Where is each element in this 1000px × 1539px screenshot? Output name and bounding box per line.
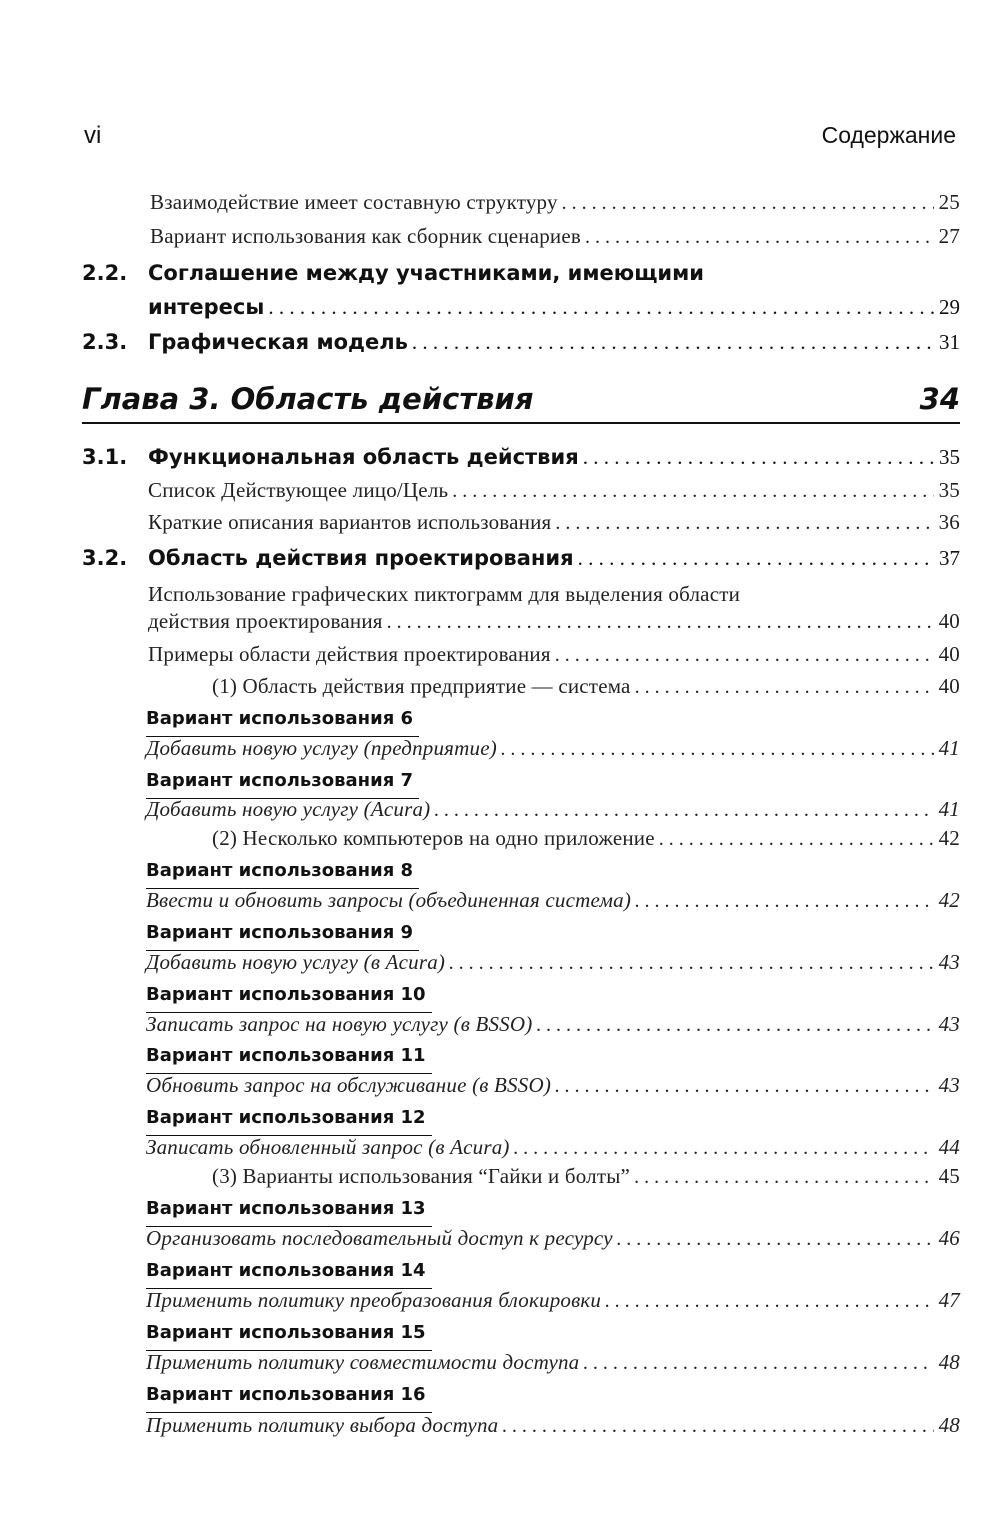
leader-dots — [555, 644, 934, 667]
section-title: Функциональная область действия — [148, 445, 579, 469]
use-case-entry[interactable] — [0, 1288, 960, 1318]
toc-section-2-2-line2[interactable] — [0, 295, 960, 325]
use-case-page: 43 — [938, 1073, 960, 1097]
use-case-label: Вариант использования 11 — [146, 1045, 432, 1074]
running-title: Содержание — [821, 122, 956, 148]
leader-dots — [387, 611, 934, 634]
use-case-entry[interactable] — [0, 1413, 960, 1443]
section-number: 2.2. — [82, 261, 128, 285]
leader-dots — [634, 1166, 934, 1189]
leader-dots — [562, 192, 934, 215]
toc-entry-title: Примеры области действия проектирования — [148, 642, 551, 666]
use-case-entry[interactable] — [0, 1012, 960, 1042]
section-page: 29 — [939, 295, 960, 319]
toc-entry-title: Взаимодействие имеет составную структуру — [150, 190, 558, 214]
use-case-label: Вариант использования 13 — [146, 1198, 432, 1227]
toc-entry-page: 40 — [938, 642, 960, 666]
leader-dots — [501, 738, 934, 761]
toc-entry-page: 40 — [938, 674, 960, 698]
leader-dots — [605, 1290, 934, 1313]
toc-entry-line1[interactable] — [0, 582, 960, 612]
use-case-entry[interactable] — [0, 950, 960, 980]
use-case-entry[interactable] — [0, 1135, 960, 1165]
leader-dots — [536, 1014, 934, 1037]
leader-dots — [555, 1075, 934, 1098]
running-head — [84, 122, 956, 152]
use-case-label: Вариант использования 6 — [146, 708, 419, 737]
toc-section-3-2[interactable] — [0, 546, 960, 576]
toc-entry[interactable] — [0, 224, 960, 254]
section-title: Графическая модель — [148, 330, 408, 354]
leader-dots — [635, 676, 934, 699]
toc-entry-page: 40 — [938, 609, 960, 633]
use-case-page: 48 — [938, 1413, 960, 1437]
toc-entry[interactable] — [0, 674, 960, 704]
toc-section-3-1[interactable] — [0, 445, 960, 475]
use-case-title: Применить политику выбора доступа — [146, 1413, 499, 1437]
toc-entry-page: 45 — [938, 1164, 960, 1188]
use-case-entry[interactable] — [0, 736, 960, 766]
section-page: 35 — [939, 445, 960, 469]
leader-dots — [659, 828, 934, 851]
chapter-heading[interactable] — [82, 382, 960, 424]
leader-dots — [434, 799, 934, 822]
chapter-title: Глава 3. Область действия — [82, 382, 534, 416]
chapter-page: 34 — [919, 382, 960, 416]
use-case-label: Вариант использования 9 — [146, 922, 419, 951]
use-case-title: Добавить новую услугу (предприятие) — [146, 736, 497, 760]
use-case-label: Вариант использования 14 — [146, 1260, 432, 1289]
toc-entry[interactable] — [0, 478, 960, 508]
use-case-label: Вариант использования 8 — [146, 860, 419, 889]
toc-entry-title: (1) Область действия предприятие — система — [212, 674, 631, 698]
use-case-entry[interactable] — [0, 797, 960, 827]
use-case-entry[interactable] — [0, 1226, 960, 1256]
use-case-label: Вариант использования 15 — [146, 1322, 432, 1351]
use-case-title: Записать запрос на новую услугу (в BSSO) — [146, 1012, 533, 1036]
use-case-title: Добавить новую услугу (Acura) — [146, 797, 431, 821]
leader-dots — [617, 1228, 934, 1251]
use-case-label: Вариант использования 10 — [146, 984, 432, 1013]
section-title: Область действия проектирования — [148, 546, 574, 570]
section-number: 3.2. — [82, 546, 128, 570]
use-case-page: 41 — [938, 797, 960, 821]
toc-section-2-3[interactable] — [0, 330, 960, 360]
toc-entry[interactable] — [0, 510, 960, 540]
toc-entry[interactable] — [0, 1164, 960, 1194]
leader-dots — [514, 1137, 934, 1160]
use-case-page: 44 — [938, 1135, 960, 1159]
use-case-title: Организовать последовательный доступ к ресурсу — [146, 1226, 613, 1250]
leader-dots — [583, 445, 934, 470]
toc-entry-title-cont: действия проектирования — [148, 609, 383, 633]
use-case-page: 42 — [938, 888, 960, 912]
toc-entry-page: 36 — [938, 510, 960, 534]
use-case-title: Применить политику преобразования блокировки — [146, 1288, 602, 1312]
toc-entry[interactable] — [0, 190, 960, 220]
toc-entry-page: 25 — [938, 190, 960, 214]
toc-entry-title: Использование графических пиктограмм для выделения области — [148, 582, 741, 606]
leader-dots — [268, 295, 934, 320]
toc-entry-title: (3) Варианты использования “Гайки и болты” — [212, 1164, 631, 1188]
leader-dots — [502, 1415, 934, 1438]
leader-dots — [555, 512, 934, 535]
leader-dots — [635, 890, 934, 913]
toc-entry-line2[interactable] — [0, 609, 960, 639]
use-case-title: Применить политику совместимости доступа — [146, 1350, 580, 1374]
toc-entry-title: Список Действующее лицо/Цель — [148, 478, 449, 502]
section-number: 3.1. — [82, 445, 128, 469]
toc-entry-page: 35 — [938, 478, 960, 502]
leader-dots — [583, 1352, 934, 1375]
toc-entry-title: (2) Несколько компьютеров на одно приложение — [212, 826, 655, 850]
section-page: 37 — [939, 546, 960, 570]
toc-entry-title: Вариант использования как сборник сценариев — [150, 224, 582, 248]
toc-entry-page: 42 — [938, 826, 960, 850]
leader-dots — [585, 226, 934, 249]
use-case-entry[interactable] — [0, 1073, 960, 1103]
leader-dots — [578, 546, 934, 571]
section-title-cont: интересы — [148, 295, 265, 319]
leader-dots — [452, 480, 934, 503]
use-case-title: Ввести и обновить запросы (объединенная система) — [146, 888, 632, 912]
toc-entry-page: 27 — [938, 224, 960, 248]
use-case-title: Добавить новую услугу (в Acura) — [146, 950, 446, 974]
toc-section-2-2-line1[interactable] — [0, 261, 960, 291]
use-case-page: 48 — [938, 1350, 960, 1374]
use-case-page: 41 — [938, 736, 960, 760]
use-case-title: Обновить запрос на обслуживание (в BSSO) — [146, 1073, 552, 1097]
section-title: Соглашение между участниками, имеющими — [148, 261, 705, 285]
toc-entry[interactable] — [0, 642, 960, 672]
leader-dots — [449, 952, 934, 975]
use-case-label: Вариант использования 16 — [146, 1384, 432, 1413]
section-number: 2.3. — [82, 330, 128, 354]
toc-entry[interactable] — [0, 826, 960, 856]
use-case-entry[interactable] — [0, 888, 960, 918]
use-case-title: Записать обновленный запрос (в Acura) — [146, 1135, 510, 1159]
use-case-label: Вариант использования 12 — [146, 1107, 432, 1136]
leader-dots — [412, 330, 934, 355]
use-case-page: 47 — [938, 1288, 960, 1312]
use-case-label: Вариант использования 7 — [146, 770, 419, 799]
use-case-page: 43 — [938, 1012, 960, 1036]
use-case-entry[interactable] — [0, 1350, 960, 1380]
toc-entry-title: Краткие описания вариантов использования — [148, 510, 552, 534]
use-case-page: 43 — [938, 950, 960, 974]
section-page: 31 — [939, 330, 960, 354]
use-case-page: 46 — [938, 1226, 960, 1250]
page-number-roman: vi — [84, 122, 102, 149]
